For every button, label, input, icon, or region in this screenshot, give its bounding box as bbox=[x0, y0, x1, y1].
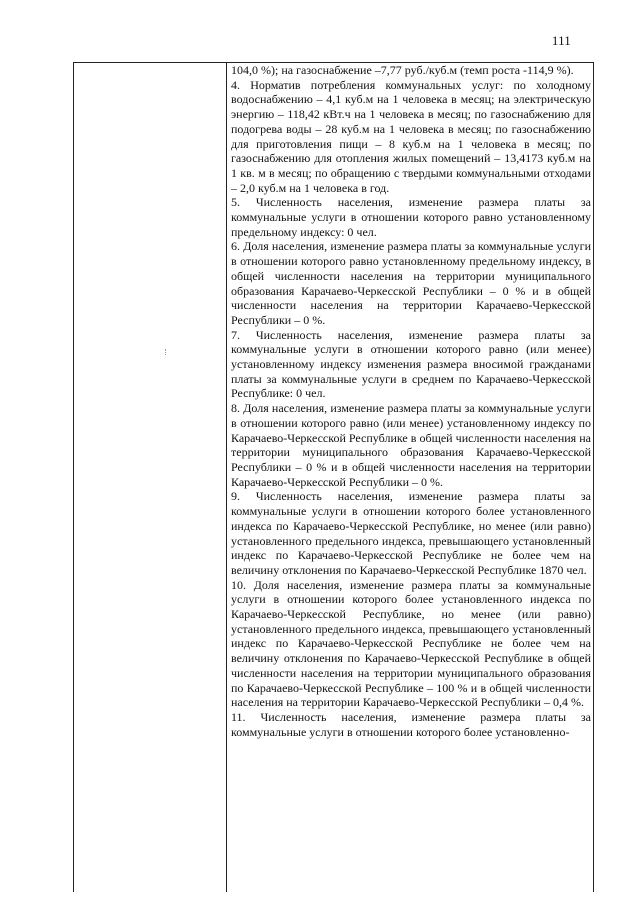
document-table bbox=[73, 62, 594, 892]
table-left-column bbox=[74, 63, 227, 892]
paragraph-item-10: 10. Доля населения, изменение размера платы за коммунальные услуги в отношении которого более установленного индекса по Карачаево-Черкесской Республике, но менее (или равно) установленного предельного индекса, превышающего установленный индекс по Карачаево-Черкесской Республике не более чем на величину отклонения по Карачаево-Черкесской Республике в общей численности населения на территории муниципального образования по Карачаево-Черкесской Республике – 100 % и в общей численности населения на территории Карачаево-Черкесской Республики – 0,4 %. bbox=[231, 577, 591, 710]
paragraph-item-11: 11. Численность населения, изменение размера платы за коммунальные услуги в отношении которого более установленно- bbox=[231, 709, 591, 739]
table-right-column bbox=[231, 63, 591, 892]
page-number: 111 bbox=[551, 33, 571, 48]
paragraph-item-6: 6. Доля населения, изменение размера платы за коммунальные услуги в отношении которого равно установленному предельному индексу, в общей численности населения на территории муниципального образования Карачаево-Черкесской Республики – 0 % и в общей численности населения на территории Карачаево-Черкесской Республики – 0 %. bbox=[231, 239, 591, 327]
paragraph-continuation: 104,0 %); на газоснабжение –7,77 руб./куб.м (темп роста -114,9 %). bbox=[231, 63, 574, 77]
paragraph-item-7: 7. Численность населения, изменение размера платы за коммунальные услуги в отношении которого равно (или менее) установленному индексу изменения размера вносимой гражданами платы за коммунальные услуги в среднем по Карачаево-Черкесской Республике: 0 чел. bbox=[231, 327, 591, 401]
paragraph-item-4: 4. Норматив потребления коммунальных услуг: по холодному водоснабжению – 4,1 куб.м на 1 человека в месяц; на электрическую энергию – 118,42 кВт.ч на 1 человека в месяц; по газоснабжению для подогрева воды – 28 куб.м на 1 человека в месяц; по газоснабжению для приготовления пищи – 8 куб.м на 1 человека в месяц; по газоснабжению для отопления жилых помещений – 13,4173 куб.м на 1 кв. м в месяц; по обращению с твердыми коммунальными отходами – 2,0 куб.м на 1 человека в год. bbox=[231, 77, 591, 195]
paragraph-item-9: 9. Численность населения, изменение размера платы за коммунальные услуги в отношении которого более установленного индекса по Карачаево-Черкесской Республике, но менее (или равно) установленного предельного индекса, превышающего установленный индекс по Карачаево-Черкесской Республике не более чем на величину отклонения по Карачаево-Черкесской Республике 1870 чел. bbox=[231, 489, 591, 577]
scan-artifact-mark bbox=[165, 349, 168, 355]
paragraph-item-5: 5. Численность населения, изменение размера платы за коммунальные услуги в отношении которого равно установленному предельному индексу: 0 чел. bbox=[231, 195, 591, 239]
paragraph-item-8: 8. Доля населения, изменение размера платы за коммунальные услуги в отношении которого равно (или менее) установленному индексу по Карачаево-Черкесской Республике в общей численности населения на территории муниципального образования Карачаево-Черкесской Республики – 0 % и в общей численности населения на территории Карачаево-Черкесской Республики – 0 %. bbox=[231, 401, 591, 489]
